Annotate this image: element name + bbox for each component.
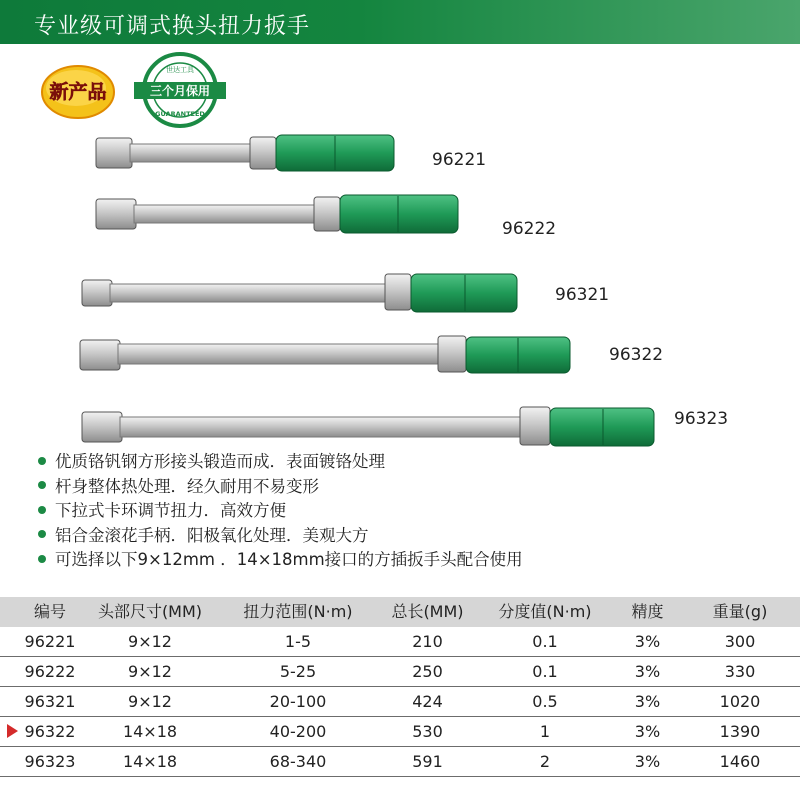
header-model: 编号 [33,602,66,621]
feature-item: 下拉式卡环调节扭力．高效方便 [38,499,758,524]
table-row: 96221 9×12 1-5 210 0.1 3% 300 [0,627,800,657]
feature-item: 杆身整体热处理．经久耐用不易变形 [38,475,758,500]
feature-list [38,450,758,573]
header-torque-range: 扭力范围(N·m) [243,602,353,621]
header-graduation: 分度值(N·m) [498,602,592,621]
svg-text:三个月保用: 三个月保用 [149,84,211,98]
feature-item: 铝合金滚花手柄．阳极氧化处理．美观大方 [38,524,758,549]
wrench-96221 [96,135,394,171]
header-accuracy: 精度 [631,602,664,621]
table-row: 96321 9×12 20-100 424 0.5 3% 1020 [0,687,800,717]
wrench-96222 [96,195,458,233]
new-product-text: 新产品 [49,81,107,103]
model-label-96321: 96321 [555,285,610,305]
feature-item: 优质铬钒钢方形接头锻造而成．表面镀铬处理 [38,450,758,475]
model-label-96323: 96323 [674,409,729,429]
model-label-96221: 96221 [432,150,487,170]
bullet-icon [38,457,46,465]
page-title: 专业级可调式换头扭力扳手 [34,14,311,39]
table-row: 96323 14×18 68-340 591 2 3% 1460 [0,747,800,777]
wrench-96321 [82,274,517,312]
header-head-size: 头部尺寸(MM) [97,602,203,621]
wrench-96323 [82,407,654,446]
spec-table [0,597,800,800]
bullet-icon [38,530,46,538]
header-length: 总长(MM) [391,602,464,621]
model-label-96222: 96222 [502,219,557,239]
bullet-icon [38,481,46,489]
feature-item: 可选择以下9×12mm ．14×18mm接口的方插扳手头配合使用 [38,548,758,573]
svg-text:世达工具: 世达工具 [166,66,194,74]
table-header [0,597,800,627]
model-label-96322: 96322 [609,345,664,365]
table-row: 96222 9×12 5-25 250 0.1 3% 330 [0,657,800,687]
bullet-icon [38,555,46,563]
bullet-icon [38,506,46,514]
header-weight: 重量(g) [712,602,768,621]
svg-text:GUARANTEED: GUARANTEED [155,110,205,118]
wrench-96322 [80,336,570,373]
table-row: 96322 14×18 40-200 530 1 3% 1390 [0,717,800,747]
